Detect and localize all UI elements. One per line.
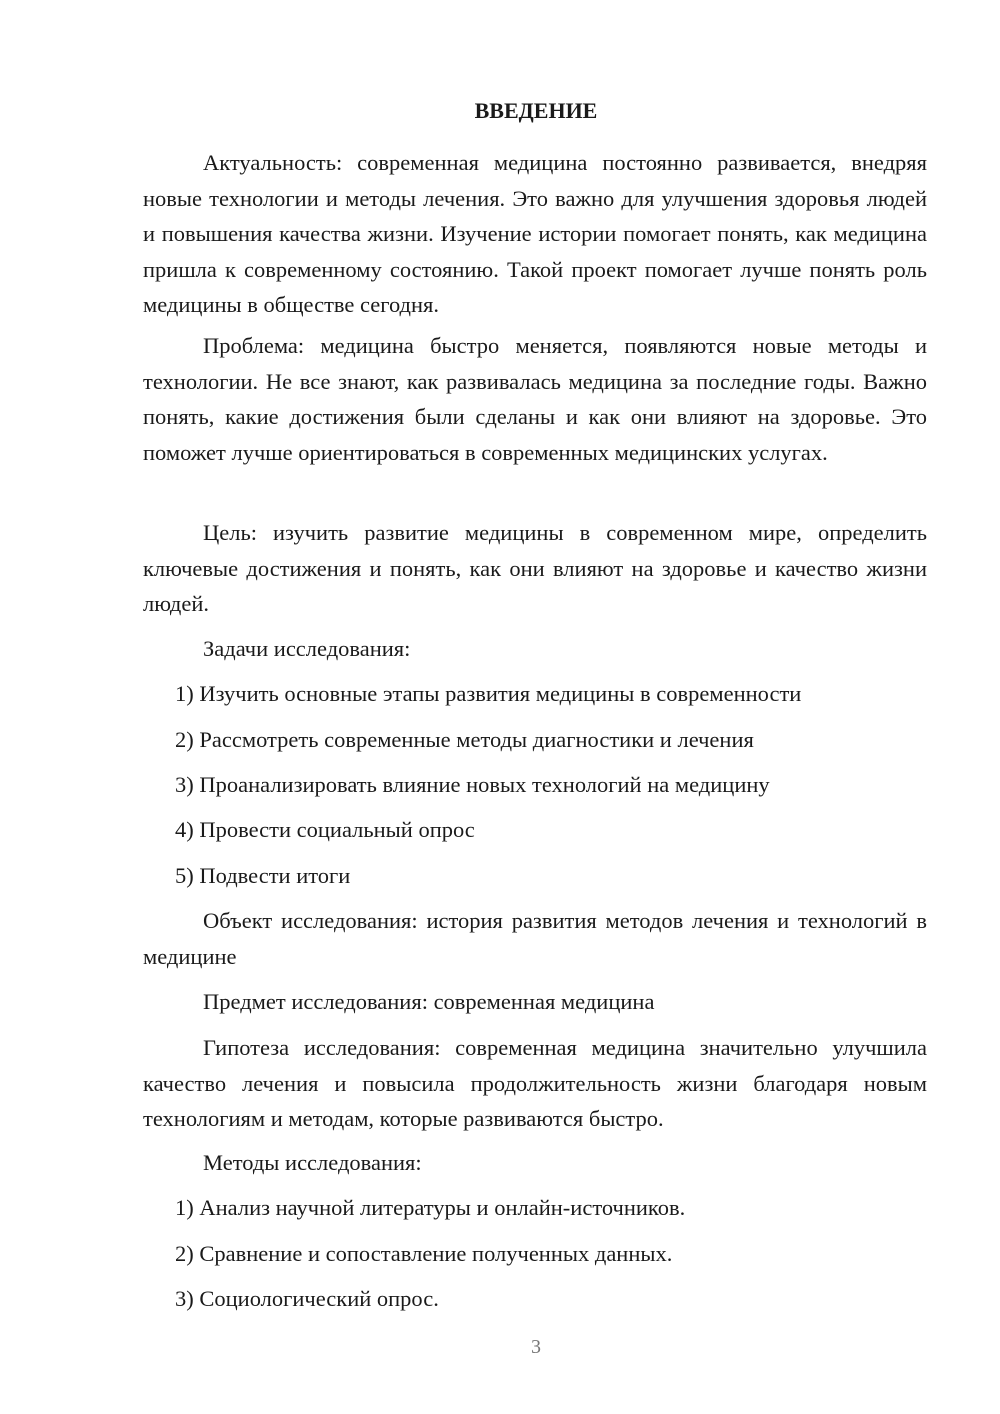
task-item-3 bbox=[143, 767, 927, 803]
subject-section bbox=[143, 984, 927, 1020]
goal-paragraph: Цель: изучить развитие медицины в современном мире, определить ключевые достижения и понять, как они влияют на здоровье и качество жизни людей. bbox=[143, 520, 927, 616]
list-item: 3) Проанализировать влияние новых технологий на медицину bbox=[175, 772, 770, 797]
hypothesis-paragraph: Гипотеза исследования: современная медицина значительно улучшила качество лечения и повысила продолжительность жизни благодаря новым технологиям и методам, которые развиваются быстро. bbox=[143, 1035, 927, 1131]
tasks-heading: Задачи исследования: bbox=[203, 636, 411, 661]
task-item-4 bbox=[143, 812, 927, 848]
task-item-2 bbox=[143, 722, 927, 758]
problem-paragraph: Проблема: медицина быстро меняется, появляются новые методы и технологии. Не все знают, как развивалась медицина за последние годы. Важно понять, какие достижения были сделаны и как они влияют на здоровье. Это поможет лучше ориентироваться в современных медицинских услугах. bbox=[143, 333, 927, 465]
object-paragraph: Объект исследования: история развития методов лечения и технологий в медицине bbox=[143, 908, 927, 969]
list-item: 3) Социологический опрос. bbox=[175, 1286, 439, 1311]
task-item-5 bbox=[143, 858, 927, 894]
relevance-section bbox=[143, 145, 927, 323]
problem-section bbox=[143, 328, 927, 470]
methods-heading: Методы исследования: bbox=[203, 1150, 422, 1175]
list-item: 2) Сравнение и сопоставление полученных данных. bbox=[175, 1241, 673, 1266]
subject-paragraph: Предмет исследования: современная медицина bbox=[203, 989, 655, 1014]
list-item: 1) Анализ научной литературы и онлайн-источников. bbox=[175, 1195, 686, 1220]
relevance-paragraph: Актуальность: современная медицина постоянно развивается, внедряя новые технологии и методы лечения. Это важно для улучшения здоровья людей и повышения качества жизни. Изучение истории помогает понять, как медицина пришла к современному состоянию. Такой проект помогает лучше понять роль медицины в обществе сегодня. bbox=[143, 150, 927, 317]
list-item: 2) Рассмотреть современные методы диагностики и лечения bbox=[175, 727, 754, 752]
list-item: 1) Изучить основные этапы развития медицины в современности bbox=[175, 681, 802, 706]
method-item-3 bbox=[143, 1281, 927, 1317]
page-number: 3 bbox=[531, 1336, 541, 1358]
hypothesis-section bbox=[143, 1030, 927, 1137]
methods-heading-section bbox=[143, 1145, 927, 1181]
goal-section bbox=[143, 515, 927, 622]
method-item-2 bbox=[143, 1236, 927, 1272]
list-item: 5) Подвести итоги bbox=[175, 863, 351, 888]
page-title: ВВЕДЕНИЕ bbox=[474, 98, 598, 123]
task-item-1 bbox=[143, 676, 927, 712]
list-item: 4) Провести социальный опрос bbox=[175, 817, 475, 842]
object-section bbox=[143, 903, 927, 974]
tasks-heading-section bbox=[143, 631, 927, 667]
method-item-1 bbox=[143, 1190, 927, 1226]
